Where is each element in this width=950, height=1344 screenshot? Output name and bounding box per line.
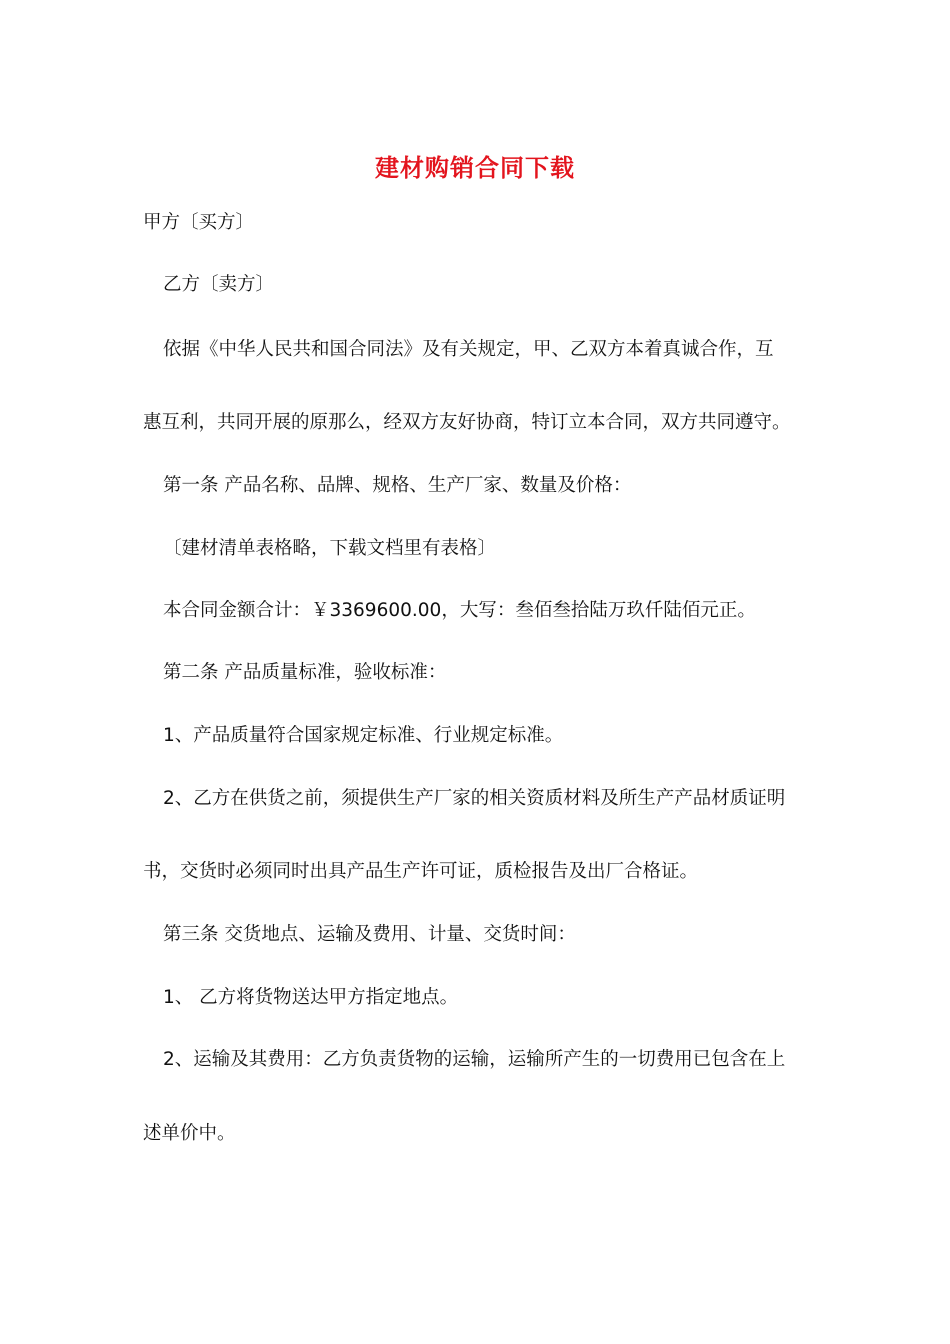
party-a-line: 甲方〔买方〕 — [143, 212, 255, 233]
article-2-item-2-line-2: 书，交货时必须同时出具产品生产许可证，质检报告及出厂合格证。 — [143, 861, 699, 882]
article-2-item-1: 1、产品质量符合国家规定标准、行业规定标准。 — [163, 725, 564, 746]
article-3-heading: 第三条 交货地点、运输及费用、计量、交货时间： — [163, 924, 576, 945]
party-b-line: 乙方〔卖方〕 — [163, 274, 275, 295]
document-title: 建材购销合同下载 — [375, 153, 575, 182]
article-2-item-2-line-1: 2、乙方在供货之前，须提供生产厂家的相关资质材料及所生产产品材质证明 — [163, 788, 786, 809]
article-1-heading: 第一条 产品名称、品牌、规格、生产厂家、数量及价格： — [163, 475, 632, 496]
materials-table-note: 〔建材清单表格略，下载文档里有表格〕 — [163, 538, 497, 559]
article-3-item-2-line-2: 述单价中。 — [143, 1123, 236, 1144]
article-2-heading: 第二条 产品质量标准，验收标准： — [163, 662, 447, 683]
preamble-line-2: 惠互利，共同开展的原那么，经双方友好协商，特订立本合同，双方共同遵守。 — [143, 412, 791, 433]
contract-amount-line: 本合同金额合计：￥3369600.00，大写：叁佰叁拾陆万玖仟陆佰元正。 — [163, 600, 756, 621]
preamble-line-1: 依据《中华人民共和国合同法》及有关规定，甲、乙双方本着真诚合作，互 — [163, 339, 774, 360]
article-3-item-2-line-1: 2、运输及其费用：乙方负责货物的运输，运输所产生的一切费用已包含在上 — [163, 1049, 786, 1070]
article-3-item-1: 1、 乙方将货物送达甲方指定地点。 — [163, 987, 459, 1008]
